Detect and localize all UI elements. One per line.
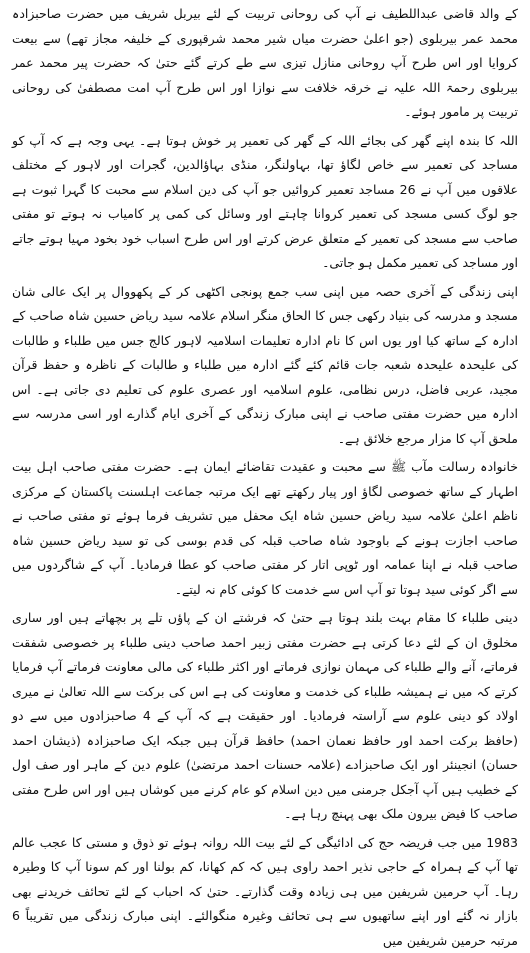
paragraph-ahl-e-bait-love: خانوادہ رسالت مآب ﷺ سے محبت و عقیدت تقاضائے ایمان ہے۔ حضرت مفتی صاحب اہل بیت اطہار کے ساتھ خصوصی لگاؤ اور پیار رکھتے تھے ایک مرتبہ جماعت اہلسنت پاکستان کے مرکزی ناظم اعلیٰ علامہ سید ریاض حسین شاہ ایک محفل میں تشریف فرما ہوئے تو مفتی صاحب نے صاحب اجازت ہونے کے باوجود شاہ صاحب قبلہ کی قدم بوسی کی تو سید ریاض حسین شاہ صاحب قبلہ نے اپنا عمامہ اور ٹوپی اتار کر مفتی صاحب کو عطا فرمادیا۔ آپ کے شاگردوں میں سے اگر کوئی سید ہوتا تو آپ اس سے خدمت کا کوئی کام نہ لیتے۔ [12, 455, 518, 602]
paragraph-spiritual-training: کے والد قاضی عبداللطیف نے آپ کی روحانی تربیت کے لئے بیربل شریف میں حضرت صاحبزادہ محمد عمر بیربلوی (جو اعلیٰ حضرت میاں شیر محمد شرقپوری کے خلیفہ مجاز تھے) سے بیعت کروایا اور اس طرح آپ روحانی منازل تیزی سے طے کرتے گئے حتیٰ کہ حضرت پیر محمد عمر بیربلوی رحمۃ اللہ علیہ نے خرقہ خلافت سے نوازا اور اس طرح آپ امت مصطفیٰ کی روحانی تربیت پر مامور ہوئے۔ [12, 2, 518, 125]
paragraph-students-service: دینی طلباء کا مقام بہت بلند ہوتا ہے حتیٰ کہ فرشتے ان کے پاؤں تلے پر بچھاتے ہیں اور ساری مخلوق ان کے لئے دعا کرتی ہے حضرت مفتی زبیر احمد صاحب دینی طلباء پر خصوصی شفقت فرماتے، آنے والے طلباء کی مہمان نوازی فرماتے اور اکثر طلباء کی مالی معاونت فرماتے آپ فرمایا کرتے کہ میں نے ہمیشہ طلباء کی خدمت و معاونت کی ہے اس کی برکت سے اللہ تعالیٰ نے میری اولاد کو دینی علوم سے آراستہ فرمادیا۔ اور حقیقت ہے کہ آپ کے 4 صاحبزادوں میں سے دو (حافظ برکت احمد اور حافظ نعمان احمد) حافظ قرآن ہیں جبکہ ایک صاحبزادہ (ذیشان احمد حسان) انجینئر اور ایک صاحبزادے (علامہ حسنات احمد مرتضیٰ) علوم دین کے ماہر اور صف اول کے خطیب ہیں آپ آجکل جرمنی میں دین اسلام کو عام کرنے میں کوشاں ہیں اور اس طرح مفتی صاحب کا فیض بیرون ملک بھی پہنچ رہا ہے۔ [12, 606, 518, 827]
hajj-text: میں جب فریضہ حج کی ادائیگی کے لئے بیت اللہ روانہ ہوئے تو ذوق و مستی کا عجب عالم تھا آپ کے ہمراہ کے حاجی نذیر احمد راوی ہیں کہ کم کھانا، کم بولنا اور کم سونا آپ کا وطیرہ رہا۔ آپ حرمین شریفین میں ہی زیادہ وقت گذارتے۔ حتیٰ کہ احباب کے لئے تحائف خریدنے بھی بازار نہ گئے اور اپنے ساتھیوں سے ہی تحائف وغیرہ منگوالئے۔ اپنی مبارک زندگی میں تقریباً 6 مرتبہ حرمین شریفین میں [12, 835, 518, 948]
paragraph-hajj [12, 831, 518, 953]
hajj-year: 1983 [486, 835, 518, 850]
paragraph-mosque-construction: اللہ کا بندہ اپنے گھر کی بجائے اللہ کے گھر کی تعمیر پر خوش ہوتا ہے۔ یہی وجہ ہے کہ آپ کو مساجد کی تعمیر سے خاص لگاؤ تھا، بہاولنگر، منڈی بہاؤالدین، گجرات اور لاہور کے مختلف علاقوں میں آپ نے 26 مساجد تعمیر کروائیں جو آپ کی دین اسلام سے محبت کا گہرا ثبوت ہے جو لوگ کسی مسجد کی تعمیر کروانا چاہتے اور وسائل کی کمی پر کامیاب نہ ہوتے تو مفتی صاحب سے مسجد کی تعمیر کے متعلق عرض کرتے اور اس طرح اسباب خود بخود مہیا ہوتے جاتے اور مساجد کی تعمیر مکمل ہو جاتی۔ [12, 129, 518, 276]
paragraph-madrasa-foundation: اپنی زندگی کے آخری حصہ میں اپنی سب جمع پونجی اکٹھی کر کے پکھووال پر ایک عالی شان مسجد و مدرسہ کی بنیاد رکھی جس کا الحاق منگر اسلام علامہ سید ریاض حسین شاہ صاحب کے ادارہ کے ساتھ کیا اور یوں اس کا نام ادارہ تعلیمات اسلامیہ لاہور کالج جس میں طلباء و طالبات کی علیحدہ علیحدہ شعبہ جات قائم کئے گئے ادارہ میں طلباء و طالبات کے ناظرہ و حفظ قرآن مجید، عربی فاضل، درس نظامی، علوم اسلامیہ اور عصری علوم کی تعلیم دی جاتی ہے۔ اس ادارہ میں حضرت مفتی صاحب نے اپنی مبارک زندگی کے آخری ایام گذارے اور اسی مدرسہ سے ملحق آپ کا مزار مرجع خلائق ہے۔ [12, 280, 518, 452]
